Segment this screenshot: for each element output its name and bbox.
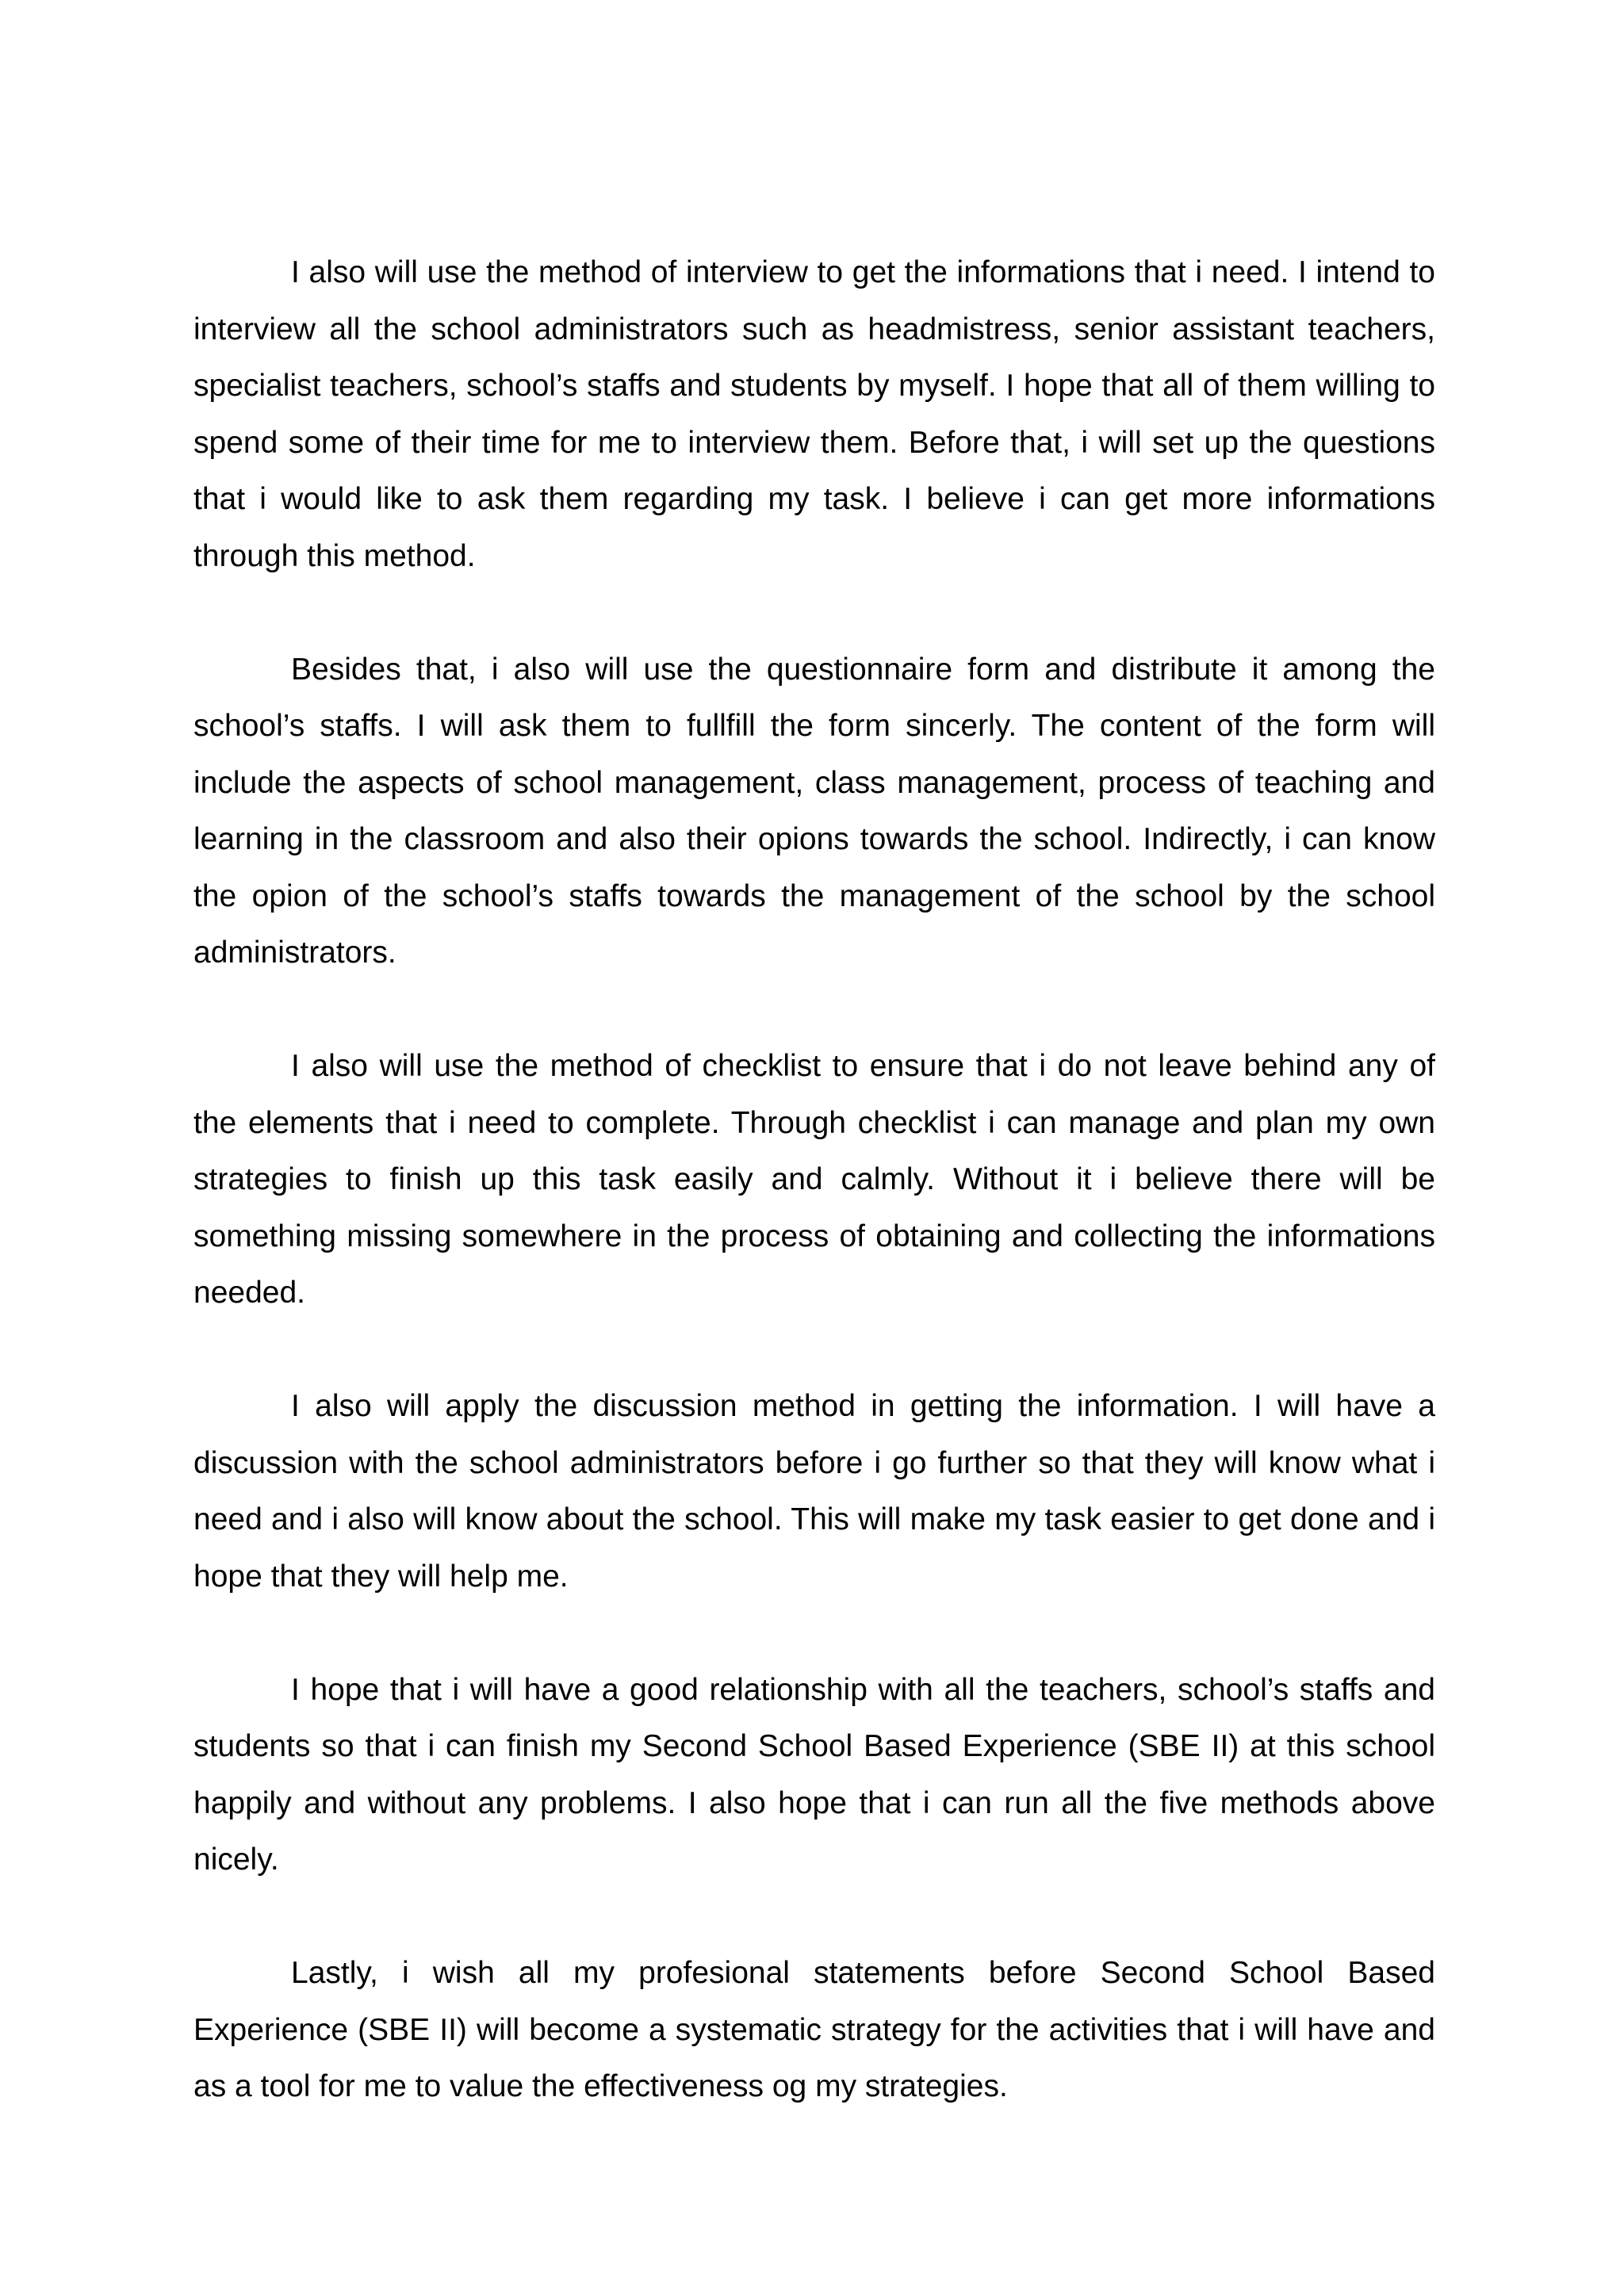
paragraph-checklist-method: I also will use the method of checklist to ensure that i do not leave behind any of the elements that i need to complete. Through checklist i can manage and plan my own strategies to finish up this task easily and calmly. Without it i believe there will be something missing somewhere in the process of obtaining and collecting the informations needed. bbox=[193, 1049, 1435, 1310]
paragraph-interview-method: I also will use the method of interview to get the informations that i need. I intend to interview all the school administrators such as headmistress, senior assistant teachers, specialist teachers, school’s staffs and students by myself. I hope that all of them willing to spend some of their time for me to interview them. Before that, i will set up the questions that i would like to ask them regarding my task. I believe i can get more informations through this method. bbox=[193, 255, 1435, 573]
paragraph-questionnaire-method: Besides that, i also will use the questionnaire form and distribute it among the school’s staffs. I will ask them to fullfill the form sincerly. The content of the form will include the aspects of school management, class management, process of teaching and learning in the classroom and also their opions towards the school. Indirectly, i can know the opion of the school’s staffs towards the management of the school by the school administrators. bbox=[193, 652, 1435, 970]
paragraph-closing-statement: Lastly, i wish all my profesional statements before Second School Based Experience (SBE II) will become a systematic strategy for the activities that i will have and as a tool for me to value the effectiveness og my strategies. bbox=[193, 1956, 1435, 2103]
paragraph-discussion-method: I also will apply the discussion method in getting the information. I will have a discussion with the school administrators before i go further so that they will know what i need and i also will know about the school. This will make my task easier to get done and i hope that they will help me. bbox=[193, 1389, 1435, 1594]
paragraph-relationship-hope: I hope that i will have a good relationship with all the teachers, school’s staffs and students so that i can finish my Second School Based Experience (SBE II) at this school happily and without any problems. I also hope that i can run all the five methods above nicely. bbox=[193, 1672, 1435, 1877]
document-body bbox=[193, 244, 1435, 2172]
